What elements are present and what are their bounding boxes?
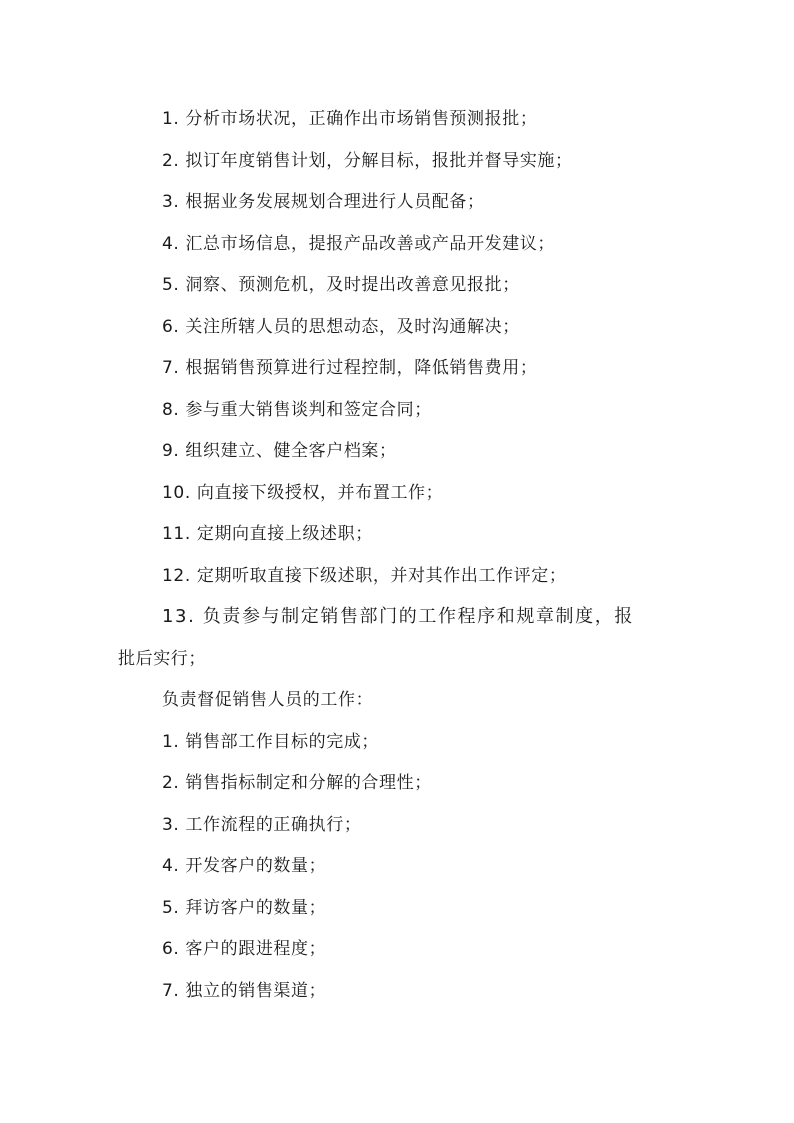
duty-item-10: 10. 向直接下级授权，并布置工作； <box>162 483 444 503</box>
supervision-item-1: 1. 销售部工作目标的完成； <box>162 732 380 752</box>
supervision-item-3: 3. 工作流程的正确执行； <box>162 815 362 835</box>
supervision-item-6: 6. 客户的跟进程度； <box>162 939 327 959</box>
duty-item-3: 3. 根据业务发展规划合理进行人员配备； <box>162 192 485 212</box>
duty-item-13-line2: 批后实行； <box>118 649 206 669</box>
duty-item-13-line1: 13. 负责参与制定销售部门的工作程序和规章制度，报 <box>162 606 634 627</box>
supervision-item-4: 4. 开发客户的数量； <box>162 856 327 876</box>
duty-item-9: 9. 组织建立、健全客户档案； <box>162 441 397 461</box>
duty-item-7: 7. 根据销售预算进行过程控制，降低销售费用； <box>162 358 538 378</box>
supervision-item-7: 7. 独立的销售渠道； <box>162 981 327 1001</box>
duty-item-11: 11. 定期向直接上级述职； <box>162 524 373 544</box>
duty-item-4: 4. 汇总市场信息，提报产品改善或产品开发建议； <box>162 234 556 254</box>
duty-item-1: 1. 分析市场状况，正确作出市场销售预测报批； <box>162 109 538 129</box>
duty-item-12: 12. 定期听取直接下级述职，并对其作出工作评定； <box>162 566 567 586</box>
duty-item-2: 2. 拟订年度销售计划，分解目标，报批并督导实施； <box>162 151 573 171</box>
duty-item-6: 6. 关注所辖人员的思想动态，及时沟通解决； <box>162 317 520 337</box>
supervision-item-5: 5. 拜访客户的数量； <box>162 898 327 918</box>
supervision-heading: 负责督促销售人员的工作： <box>162 690 374 710</box>
duty-item-8: 8. 参与重大销售谈判和签定合同； <box>162 400 432 420</box>
supervision-item-2: 2. 销售指标制定和分解的合理性； <box>162 773 432 793</box>
duty-item-5: 5. 洞察、预测危机，及时提出改善意见报批； <box>162 275 520 295</box>
